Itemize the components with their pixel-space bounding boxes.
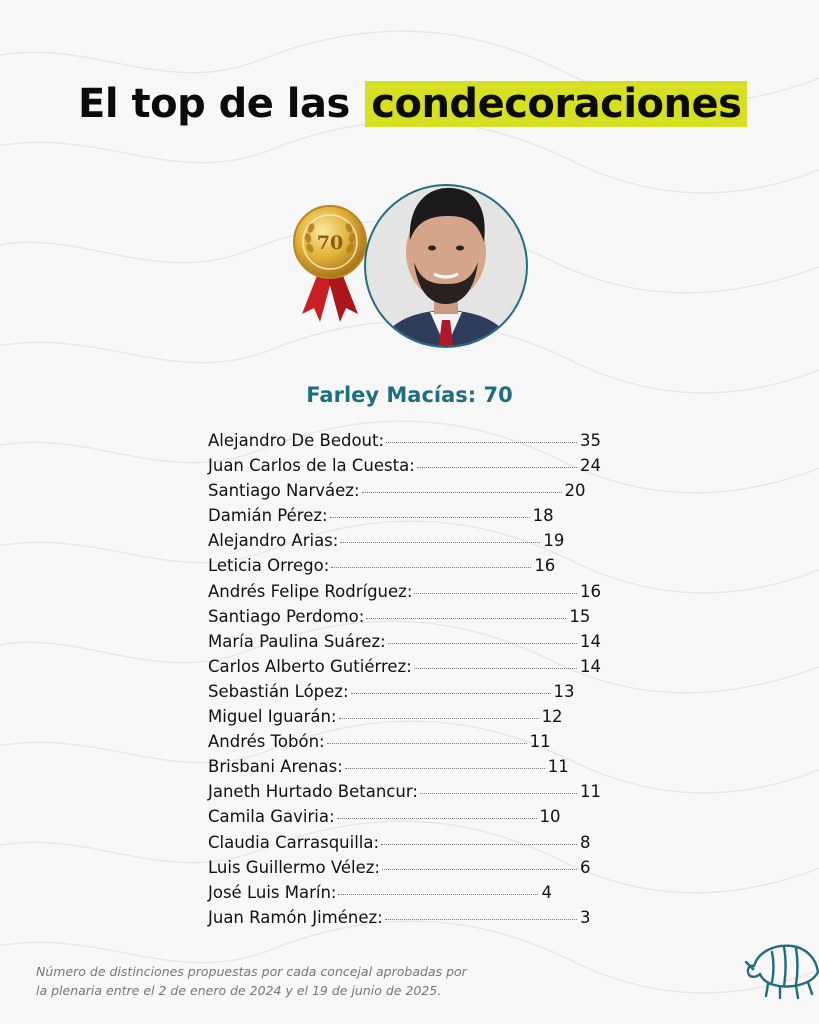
ranking-row xyxy=(208,579,608,604)
ranking-row xyxy=(208,503,608,528)
ranking-row xyxy=(208,629,608,654)
dot-leader xyxy=(381,844,577,845)
ranking-value: 6 xyxy=(580,857,591,877)
ranking-row xyxy=(208,528,608,553)
medal-value: 70 xyxy=(316,232,344,254)
ranking-value: 20 xyxy=(564,481,586,501)
dot-leader xyxy=(345,768,545,769)
title-prefix: El top de las xyxy=(78,81,350,127)
dot-leader xyxy=(420,793,577,794)
ranking-row xyxy=(208,553,608,578)
ranking-row xyxy=(208,729,608,754)
ranking-value: 14 xyxy=(580,656,601,676)
ranking-value: 8 xyxy=(580,832,591,852)
armadillo-logo-icon xyxy=(744,938,819,1004)
dot-leader xyxy=(382,869,577,870)
footnote-line-2: la plenaria entre el 2 de enero de 2024 y el 19 de junio de 2025. xyxy=(36,983,442,998)
ranking-list xyxy=(208,428,608,930)
ranking-name: Luis Guillermo Vélez: xyxy=(208,857,380,877)
ranking-name: Claudia Carrasquilla: xyxy=(208,832,380,852)
dot-leader xyxy=(366,618,566,619)
dot-leader xyxy=(414,668,577,669)
footnote-line-1: Número de distinciones propuestas por cada concejal aprobadas por xyxy=(36,964,467,979)
title-highlight: condecoraciones xyxy=(365,81,747,127)
dot-leader xyxy=(386,442,577,443)
ranking-row xyxy=(208,830,608,855)
dot-leader xyxy=(327,743,527,744)
ranking-name: Leticia Orrego: xyxy=(208,556,330,576)
ranking-name: Andrés Felipe Rodríguez: xyxy=(208,581,413,601)
ranking-row xyxy=(208,880,608,905)
ranking-value: 19 xyxy=(543,531,565,551)
dot-leader xyxy=(337,818,537,819)
dot-leader xyxy=(339,718,539,719)
ranking-row xyxy=(208,804,608,829)
ranking-value: 4 xyxy=(541,882,552,902)
ranking-value: 24 xyxy=(580,456,601,476)
ranking-name: Juan Ramón Jiménez: xyxy=(208,907,383,927)
ranking-name: Alejandro De Bedout: xyxy=(208,431,385,450)
ranking-value: 3 xyxy=(580,907,591,927)
ranking-name: Camila Gaviria: xyxy=(208,807,335,827)
ranking-value: 11 xyxy=(547,757,569,777)
ranking-value: 13 xyxy=(553,681,575,701)
ranking-name: Janeth Hurtado Betancur: xyxy=(208,782,418,802)
ranking-name: Santiago Narváez: xyxy=(208,481,360,501)
ranking-value: 12 xyxy=(541,707,563,727)
ranking-value: 16 xyxy=(534,556,556,576)
ranking-name: Andrés Tobón: xyxy=(208,732,325,752)
page-title xyxy=(78,78,747,130)
ranking-row xyxy=(208,779,608,804)
ranking-name: Damián Pérez: xyxy=(208,506,328,526)
winner-label: Farley Macías: 70 xyxy=(306,383,513,407)
ranking-name: José Luis Marín: xyxy=(208,882,337,902)
ranking-row xyxy=(208,428,608,453)
ranking-value: 11 xyxy=(529,732,551,752)
ranking-row xyxy=(208,453,608,478)
ranking-row xyxy=(208,478,608,503)
ranking-row xyxy=(208,679,608,704)
ranking-row xyxy=(208,654,608,679)
dot-leader xyxy=(351,693,551,694)
dot-leader xyxy=(340,542,540,543)
dot-leader xyxy=(338,894,538,895)
ranking-row xyxy=(208,855,608,880)
ranking-value: 18 xyxy=(532,506,554,526)
ranking-name: Carlos Alberto Gutiérrez: xyxy=(208,656,412,676)
ranking-row xyxy=(208,754,608,779)
ranking-value: 14 xyxy=(580,631,601,651)
ranking-row xyxy=(208,905,608,930)
dot-leader xyxy=(417,467,577,468)
dot-leader xyxy=(331,567,531,568)
ranking-name: Santiago Perdomo: xyxy=(208,606,365,626)
ranking-row xyxy=(208,704,608,729)
dot-leader xyxy=(385,919,577,920)
gold-medal-icon xyxy=(290,202,370,330)
ranking-value: 11 xyxy=(580,782,601,802)
ranking-value: 16 xyxy=(580,581,601,601)
dot-leader xyxy=(388,643,577,644)
dot-leader xyxy=(414,593,577,594)
ranking-name: Miguel Iguarán: xyxy=(208,707,337,727)
ranking-row xyxy=(208,604,608,629)
ranking-name: Brisbani Arenas: xyxy=(208,757,343,777)
dot-leader xyxy=(330,517,530,518)
ranking-name: Juan Carlos de la Cuesta: xyxy=(208,456,415,476)
ranking-name: Alejandro Arias: xyxy=(208,531,339,551)
footnote xyxy=(36,962,556,1000)
portrait-photo xyxy=(360,162,532,368)
dot-leader xyxy=(362,492,562,493)
ranking-value: 15 xyxy=(569,606,591,626)
ranking-value: 35 xyxy=(580,431,601,450)
ranking-name: Sebastián López: xyxy=(208,681,349,701)
ranking-name: María Paulina Suárez: xyxy=(208,631,386,651)
ranking-value: 10 xyxy=(539,807,561,827)
